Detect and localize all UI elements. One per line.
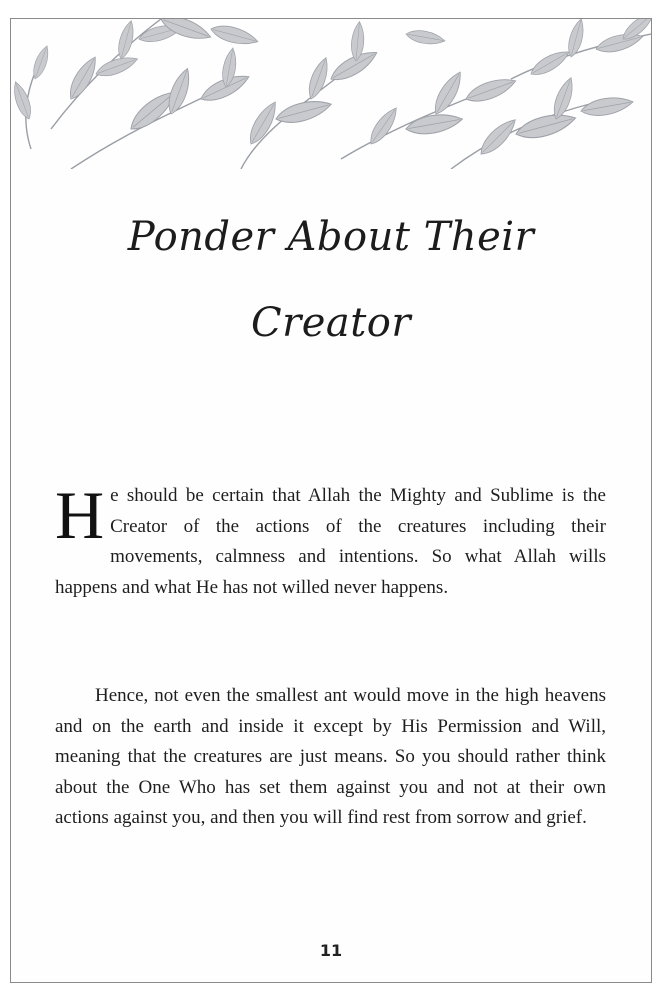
drop-cap: H (55, 477, 105, 553)
leaf-branch-illustration (11, 19, 651, 169)
page-number: 11 (319, 941, 343, 960)
chapter-title-line-1: Ponder About Their (127, 214, 535, 260)
paragraph-1-text: e should be certain that Allah the Mighty and Sublime is the Creator of the actions of the creatures including their movements, calmness and intentions. So what Allah wills happens and what He has not willed never happens. (55, 485, 606, 598)
paragraph-1 (55, 477, 606, 603)
paragraph-2: Hence, not even the smallest ant would move in the high heavens and on the earth and inside it except by His Permission and Will, meaning that the creatures are just means. So you should rather think about the One Who has set them against you and not at their own actions against you, and then you will find rest from sorrow and grief. (55, 685, 606, 828)
book-page (10, 18, 652, 983)
chapter-title-line-2: Creator (250, 300, 412, 346)
